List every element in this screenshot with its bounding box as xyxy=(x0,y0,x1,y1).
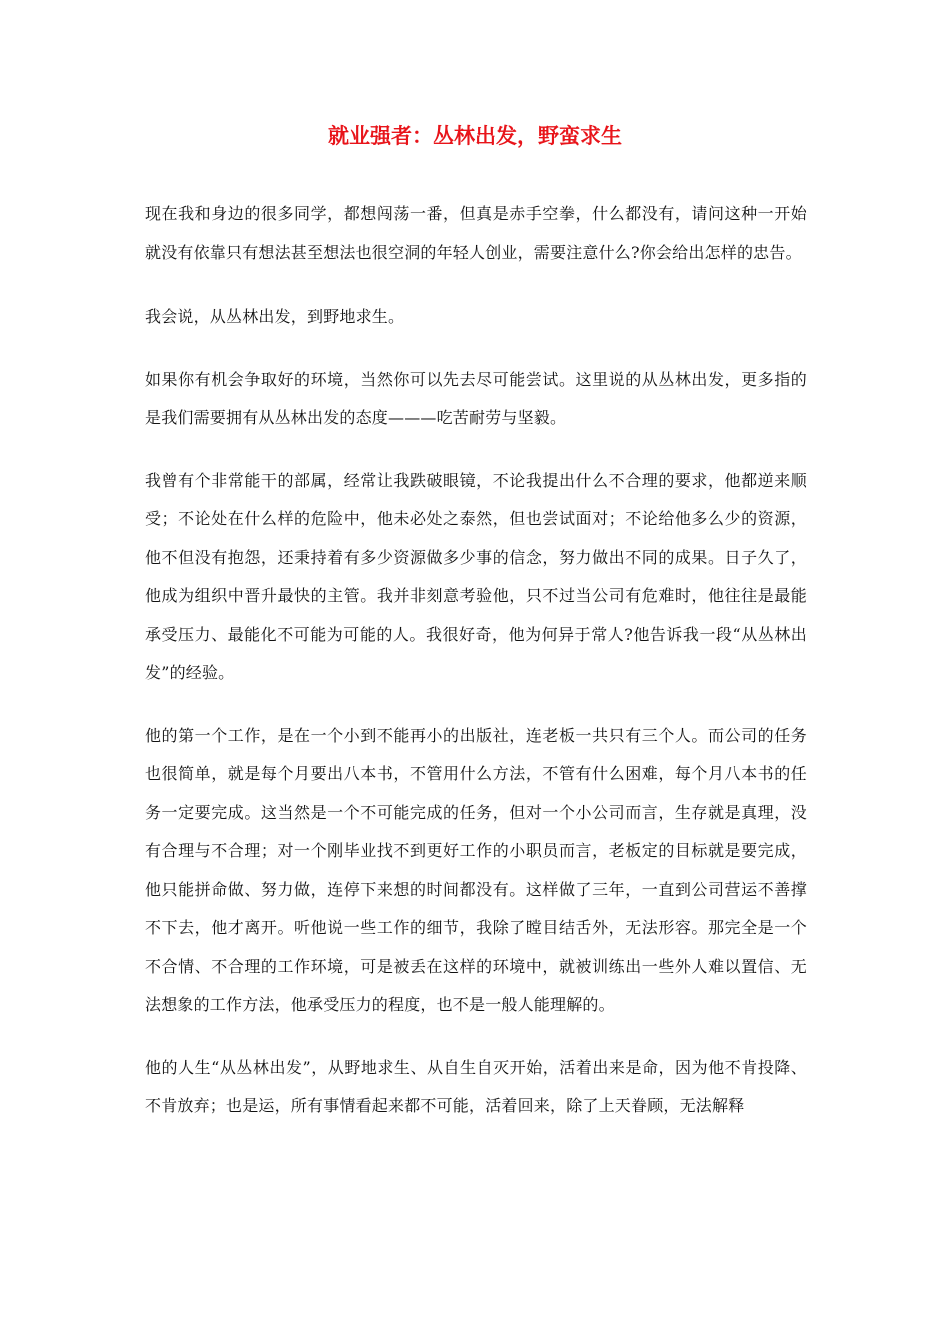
article-body xyxy=(145,195,807,1150)
paragraph: 我会说，从丛林出发，到野地求生。 xyxy=(145,307,405,326)
paragraph: 他的第一个工作，是在一个小到不能再小的出版社，连老板一共只有三个人。而公司的任务也很简单，就是每个月要出八本书，不管用什么方法，不管有什么困难，每个月八本书的任务一定要完成。这当然是一个不可能完成的任务，但对一个小公司而言，生存就是真理，没有合理与不合理；对一个刚毕业找不到更好工作的小职员而言，老板定的目标就是要完成，他只能拼命做、努力做，连停下来想的时间都没有。这样做了三年，一直到公司营运不善撑不下去，他才离开。听他说一些工作的细节，我除了瞠目结舌外，无法形容。那完全是一个不合情、不合理的工作环境，可是被丢在这样的环境中，就被训练出一些外人难以置信、无法想象的工作方法，他承受压力的程度，也不是一般人能理解的。 xyxy=(145,725,807,1014)
paragraph: 现在我和身边的很多同学，都想闯荡一番，但真是赤手空拳，什么都没有，请问这种一开始就没有依靠只有想法甚至想法也很空洞的年轻人创业，需要注意什么?你会给出怎样的忠告。 xyxy=(145,204,807,262)
paragraph: 他的人生“从丛林出发”，从野地求生、从自生自灭开始，活着出来是命，因为他不肯投降、不肯放弃；也是运，所有事情看起来都不可能，活着回来，除了上天眷顾，无法解释 xyxy=(145,1057,807,1115)
article-title: 就业强者：丛林出发，野蛮求生 xyxy=(328,124,622,148)
paragraph: 如果你有机会争取好的环境，当然你可以先去尽可能尝试。这里说的从丛林出发，更多指的是我们需要拥有从丛林出发的态度———吃苦耐劳与坚毅。 xyxy=(145,369,807,427)
paragraph: 我曾有个非常能干的部属，经常让我跌破眼镜，不论我提出什么不合理的要求，他都逆来顺受；不论处在什么样的危险中，他未必处之泰然，但也尝试面对；不论给他多么少的资源，他不但没有抱怨，还秉持着有多少资源做多少事的信念，努力做出不同的成果。日子久了，他成为组织中晋升最快的主管。我并非刻意考验他，只不过当公司有危难时，他往往是最能承受压力、最能化不可能为可能的人。我很好奇，他为何异于常人?他告诉我一段“从丛林出发”的经验。 xyxy=(145,470,807,682)
